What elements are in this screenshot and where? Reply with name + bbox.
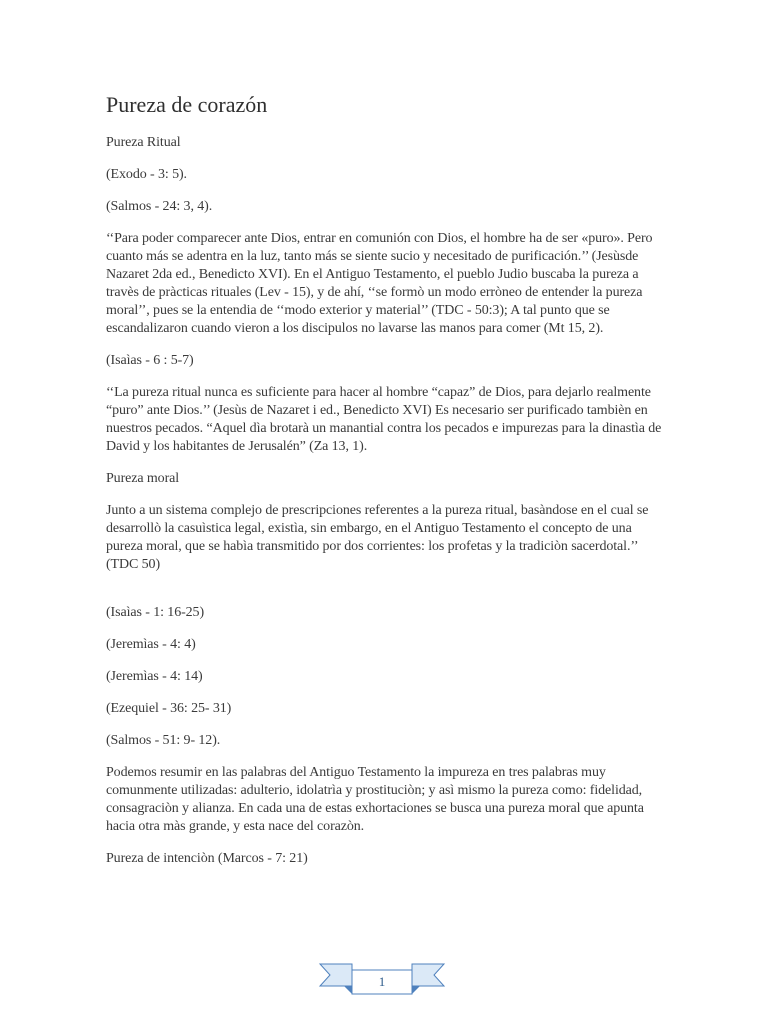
document-title: Pureza de corazón	[106, 92, 268, 117]
citation: (Jeremìas - 4: 4)	[106, 637, 196, 652]
page-number: 1	[378, 974, 386, 989]
document-body	[106, 90, 666, 882]
section-heading-moral: Pureza moral	[106, 471, 180, 486]
section-heading-ritual: Pureza Ritual	[106, 135, 181, 150]
body-paragraph: ‘‘La pureza ritual nunca es suficiente para hacer al hombre “capaz” de Dios, para dejarlo realmente “puro” ante Dios.’’ (Jesùs de Nazaret i ed., Benedicto XVI) Es necesario ser purificado tambièn en nuestros pecados. “Aquel dìa brotarà un manantial contra los pecados e impurezas para la dinastìa de David y los habitantes de Jerusalén” (Za 13, 1).	[106, 385, 662, 454]
citation: (Salmos - 24: 3, 4).	[106, 199, 213, 214]
body-paragraph: ‘‘Para poder comparecer ante Dios, entrar en comunión con Dios, el hombre ha de ser «puro». Pero cuanto más se adentra en la luz, tanto más se siente sucio y necesitado de purificación.’’ (Jesùsde Nazaret 2da ed., Benedicto XVI). En el Antiguo Testamento, el pueblo Judio buscaba la pureza a travès de pràcticas rituales (Lev - 15), y de ahí, ‘‘se formò un modo erròneo de entender la pureza moral’’, pues se la entendia de ‘‘modo exterior y material’’ (TDC - 50:3); A tal punto que se escandalizaron cuando vieron a los discipulos no lavarse las manos para comer (Mt 15, 2).	[106, 231, 653, 336]
citation: (Isaìas - 1: 16-25)	[106, 605, 205, 620]
citation: (Jeremìas - 4: 14)	[106, 669, 203, 684]
citation: (Exodo - 3: 5).	[106, 167, 187, 182]
section-heading-intention: Pureza de intenciòn (Marcos - 7: 21)	[106, 851, 308, 866]
spacer	[106, 588, 666, 604]
citation: (Ezequiel - 36: 25- 31)	[106, 701, 232, 716]
body-paragraph: Podemos resumir en las palabras del Antiguo Testamento la impureza en tres palabras muy comunmente utilizadas: adulterio, idolatrìa y prostituciòn; y asì mismo la pureza como: fidelidad, consagraciòn y alianza. En cada una de estas exhortaciones se busca una pureza moral que apunta hacia otra màs grande, y esta nace del corazòn.	[106, 765, 644, 834]
citation: (Salmos - 51: 9- 12).	[106, 733, 221, 748]
citation: (Isaìas - 6 : 5-7)	[106, 353, 194, 368]
body-paragraph: Junto a un sistema complejo de prescripciones referentes a la pureza ritual, basàndose en el cual se desarrollò la casuìstica legal, existìa, sin embargo, en el Antiguo Testamento el concepto de una pureza moral, que se habìa transmitido por dos corrientes: los profetas y la tradiciòn sacerdotal.’’ (TDC 50)	[106, 503, 649, 572]
